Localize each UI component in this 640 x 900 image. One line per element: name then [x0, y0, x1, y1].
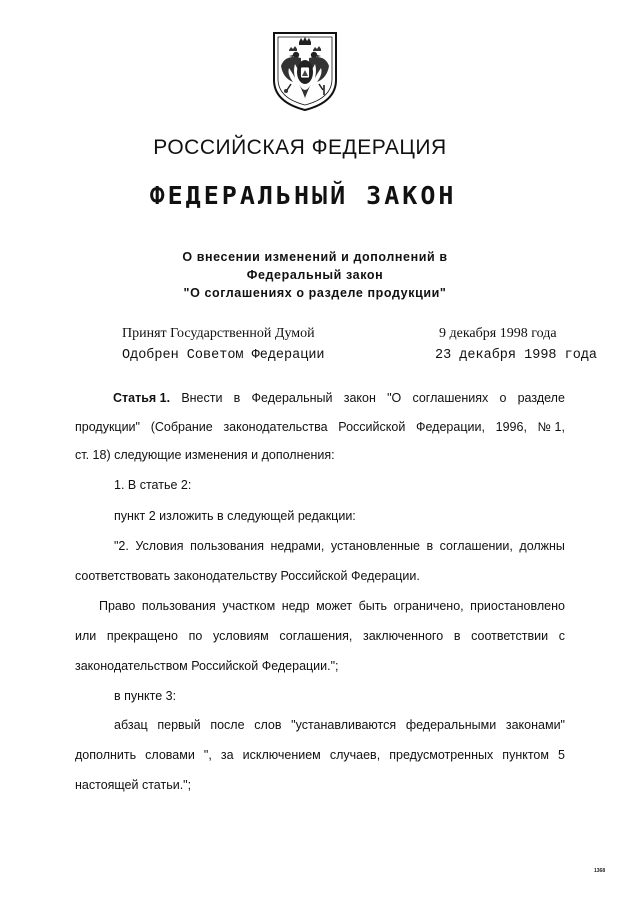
word: ", [203, 748, 212, 762]
word: Право [99, 599, 136, 613]
law-subject-line: О внесении изменений и дополнений в [182, 250, 448, 264]
body-line: пункт 2 изложить в следующей редакции: [114, 509, 356, 523]
body-line: соответствовать законодательству Российской Федерации. [75, 569, 420, 583]
body-line: настоящей статьи."; [75, 778, 192, 792]
word: в [453, 629, 461, 643]
body-line [99, 599, 565, 613]
word: закон [343, 391, 376, 405]
word: за [220, 748, 234, 762]
word: словами [145, 748, 195, 762]
word: 5 [558, 748, 565, 762]
body-line [114, 718, 565, 732]
word: условиям [212, 629, 269, 643]
word: предусмотренных [389, 748, 494, 762]
duma-adoption-label: Принят Государственной Думой [122, 326, 315, 341]
law-subject-line: "О соглашениях о разделе продукции" [183, 286, 447, 300]
word: в [426, 539, 434, 553]
word: после [210, 718, 245, 732]
word: "устанавливаются [291, 718, 397, 732]
word: (Собрание [150, 420, 213, 434]
word: "2. [114, 539, 129, 553]
word: Российской [338, 420, 406, 434]
word: может [316, 599, 353, 613]
word: или [75, 629, 97, 643]
word: должны [519, 539, 565, 553]
word: законодательства [223, 420, 328, 434]
page-number: 1368 [594, 868, 606, 874]
word: недрами, [270, 539, 325, 553]
word: участком [222, 599, 276, 613]
word: пользования [190, 539, 264, 553]
country-heading: РОССИЙСКАЯ ФЕДЕРАЦИЯ [153, 136, 447, 159]
word: разделе [517, 391, 565, 405]
council-approval-date: 23 декабря 1998 года [435, 348, 598, 363]
word: с [558, 629, 565, 643]
word: установленные [330, 539, 420, 553]
word: в [233, 391, 241, 405]
word: прекращено [106, 629, 178, 643]
word: слов [254, 718, 282, 732]
word: соответствии [471, 629, 549, 643]
word: соглашении, [439, 539, 513, 553]
duma-adoption-date: 9 декабря 1998 года [439, 326, 557, 341]
body-line [113, 391, 565, 405]
body-line: законодательством Российской Федерации."; [75, 659, 339, 673]
word: о [499, 391, 507, 405]
word: Федеральный [251, 391, 333, 405]
body-line: в пункте 3: [114, 689, 177, 703]
word: законами" [505, 718, 565, 732]
word: исключением [242, 748, 321, 762]
word: абзац [114, 718, 148, 732]
word: Внести [181, 391, 223, 405]
body-line: ст. 18) следующие изменения и дополнения: [75, 448, 335, 462]
law-subject [0, 248, 630, 302]
word: по [188, 629, 203, 643]
council-approval-label: Одобрен Советом Федерации [122, 348, 325, 363]
body-line [75, 629, 565, 643]
word: недр [281, 599, 310, 613]
article-label: Статья 1. [113, 391, 171, 405]
body-line [114, 539, 565, 553]
word: "О [387, 391, 402, 405]
word: соглашениях [412, 391, 489, 405]
word: заключенного [363, 629, 444, 643]
word: № 1, [537, 420, 565, 434]
coat-of-arms-icon [271, 30, 339, 112]
word: Федерации, [416, 420, 485, 434]
word: случаев, [329, 748, 381, 762]
body-line: 1. В статье 2: [114, 478, 192, 492]
word: Условия [135, 539, 184, 553]
word: приостановлено [470, 599, 565, 613]
word: первый [157, 718, 201, 732]
document-type-heading: ФЕДЕРАЛЬНЫЙ ЗАКОН [149, 181, 457, 210]
word: дополнить [75, 748, 137, 762]
body-line [75, 748, 565, 762]
body-line [75, 420, 565, 434]
law-subject-line: Федеральный закон [246, 268, 384, 282]
word: продукции" [75, 420, 140, 434]
word: соглашения, [279, 629, 353, 643]
word: федеральными [405, 718, 497, 732]
word: пользования [141, 599, 216, 613]
word: 1996, [495, 420, 527, 434]
word: ограничено, [393, 599, 464, 613]
word: быть [358, 599, 388, 613]
word: пунктом [502, 748, 549, 762]
